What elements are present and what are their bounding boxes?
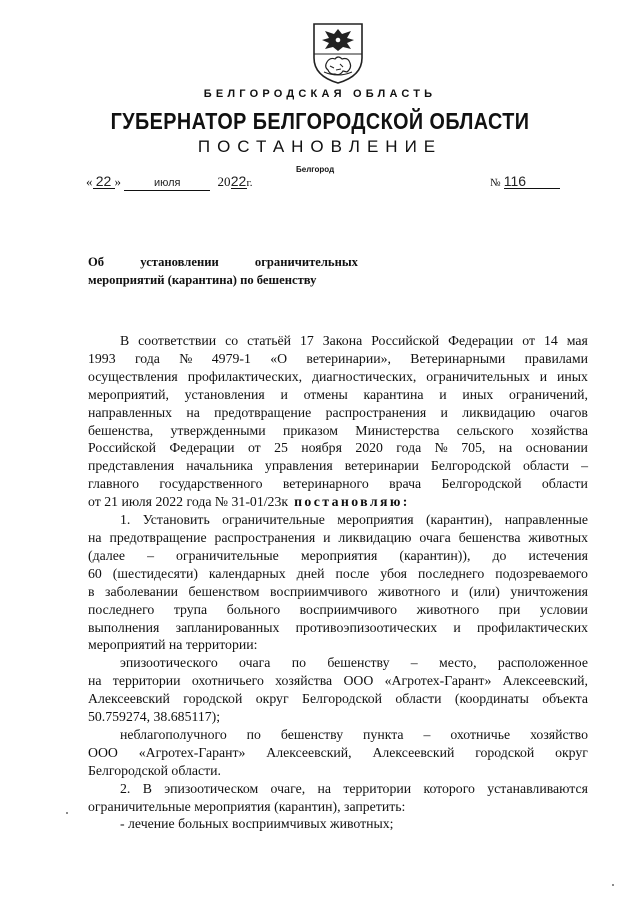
body-word: врача <box>389 476 422 492</box>
body-line <box>88 654 588 672</box>
date-day: 22 <box>93 174 115 189</box>
body-word: 17 <box>300 333 314 348</box>
body-word: и <box>451 583 459 599</box>
body-word: Белгородской <box>302 691 382 707</box>
body-word: направленных <box>88 404 173 420</box>
body-line <box>88 368 588 386</box>
body-word: Федерации <box>448 333 514 348</box>
body-word: главного <box>88 476 139 492</box>
body-word: (карантин)), <box>399 547 471 563</box>
body-word: на <box>88 673 102 689</box>
body-word: правилами <box>524 350 588 366</box>
body-line-resolve <box>88 493 588 511</box>
body-word: установления <box>184 386 265 402</box>
scan-speck <box>612 884 614 886</box>
body-word: животного <box>416 601 480 617</box>
body-word: мероприятия <box>300 547 378 563</box>
body-line <box>88 583 588 601</box>
body-word: ветеринарии», <box>306 350 391 366</box>
document-type: ПОСТАНОВЛЕНИЕ <box>197 137 443 156</box>
body-word: области <box>541 476 588 492</box>
body-line <box>88 475 588 493</box>
body-word: предотвращение <box>214 404 312 420</box>
body-word: бешенству <box>327 655 390 671</box>
body-word: «Агротех-Гарант» <box>384 673 492 689</box>
body-word: очагов <box>549 404 588 420</box>
resolve-word: постановляю: <box>294 494 410 510</box>
body-line: Белгородской области. <box>88 762 221 778</box>
body-word: ограничительные <box>176 547 279 563</box>
body-word: на <box>498 440 513 456</box>
body-word: ветеринарного <box>282 476 369 492</box>
body-word: осуществления <box>88 368 178 384</box>
body-word: после <box>335 565 370 581</box>
body-word: при <box>498 601 521 617</box>
body-word: бешенства, <box>88 422 154 438</box>
body-word: охотничье <box>450 726 511 742</box>
body-word: охотничьего <box>191 673 264 689</box>
body-word: № <box>179 350 193 366</box>
body-word: округ <box>255 691 289 707</box>
body-word: со <box>225 333 239 348</box>
body-line <box>88 601 588 619</box>
body-word: животных <box>528 529 588 545</box>
subject-word: ограничительных <box>254 255 358 269</box>
body-word: Федерации <box>169 440 235 456</box>
body-word: Алексеевский, <box>266 744 352 760</box>
date-month: июля <box>124 176 210 191</box>
subject-line-1 <box>88 253 358 271</box>
body-word: хозяйства <box>275 673 333 689</box>
body-line <box>88 529 588 547</box>
body-word: восприимчивого <box>299 601 398 617</box>
body-word: управления <box>264 458 333 474</box>
body-word: распространения <box>214 529 316 545</box>
body-word: мероприятия <box>337 512 414 528</box>
body-word: Российской <box>88 440 156 456</box>
body-word: трупа <box>173 601 208 617</box>
body-word: В <box>142 780 152 796</box>
body-word: основании <box>525 440 588 456</box>
body-word: бешенством <box>188 583 260 599</box>
scan-speck <box>66 812 68 814</box>
body-word: ограничительные <box>222 512 325 528</box>
body-word: «О <box>270 350 288 366</box>
body-word: статьёй <box>247 333 292 348</box>
body-word: которого <box>423 780 475 796</box>
body-word: 2020 <box>355 440 383 456</box>
date-year-mark: г. <box>246 177 253 189</box>
body-word: и <box>439 386 447 402</box>
body-word: профилактических <box>477 619 588 635</box>
body-word: Закона <box>322 333 363 348</box>
date-close-quote: » <box>114 174 121 189</box>
body-word: подозреваемого <box>495 565 588 581</box>
body-word: выполнения <box>88 619 160 635</box>
body-word: распространения <box>325 404 427 420</box>
body-word: Алексеевский <box>88 691 170 707</box>
body-word: начальника <box>186 458 253 474</box>
body-word: (карантин), <box>425 512 493 528</box>
body-word: эпизоотическом <box>164 780 259 796</box>
body-word: отмены <box>303 386 348 402</box>
body-word: профилактических, <box>187 368 303 384</box>
body-word: карантина <box>363 386 424 402</box>
body-word: мероприятий, <box>88 386 169 402</box>
body-word: и <box>440 404 448 420</box>
body-word: условии <box>539 601 588 617</box>
body-word: до <box>492 547 507 563</box>
body-word: бешенства <box>458 529 521 545</box>
body-word: на <box>88 529 102 545</box>
body-line <box>88 690 588 708</box>
subject-word: установлении <box>140 255 219 269</box>
body-word: хозяйство <box>530 726 588 742</box>
body-word: ликвидацию <box>462 404 536 420</box>
body-word: 2. <box>120 780 131 796</box>
body-word: ноября <box>301 440 342 456</box>
body-word: ООО <box>343 673 374 689</box>
body-line <box>88 726 588 744</box>
city-name: Белгород <box>296 165 335 174</box>
body-word: объекта <box>542 691 588 707</box>
body-word: расположенное <box>497 655 588 671</box>
body-word: очаге, <box>270 780 306 796</box>
decree-number: 116 <box>504 174 560 189</box>
body-word: Установить <box>142 512 210 528</box>
body-word: 60 <box>88 565 102 581</box>
body-word: мая <box>566 333 588 348</box>
body-word: года <box>396 440 422 456</box>
body-word: (шестидесяти) <box>112 565 198 581</box>
subject-block <box>88 253 358 289</box>
date-year-suffix: 22 <box>230 173 247 189</box>
body-word: Алексеевский <box>372 744 455 760</box>
number-label: № <box>490 177 501 189</box>
body-line <box>88 386 588 404</box>
body-word: устанавливаются <box>487 780 588 796</box>
body-word: 1993 <box>88 350 116 366</box>
body-word: – <box>410 655 418 671</box>
body-line <box>88 422 588 440</box>
body-word: приказом <box>282 422 338 438</box>
body-word: последнего <box>417 565 485 581</box>
body-word: иных <box>462 386 494 402</box>
body-word: соответствии <box>138 333 217 348</box>
body-word: (координаты <box>454 691 529 707</box>
body-word: и <box>323 529 331 545</box>
body-word: – <box>581 458 588 474</box>
body-word: утвержденными <box>170 422 266 438</box>
body-line: мероприятий на территории: <box>88 637 258 653</box>
body-word: (или) <box>468 583 500 599</box>
body-word: Белгородской <box>441 476 522 492</box>
decree-number-field <box>490 174 560 190</box>
body-line <box>88 547 588 565</box>
body-line <box>88 565 588 583</box>
document-body <box>88 332 588 833</box>
body-word: запланированных <box>175 619 280 635</box>
body-word: ветеринарии <box>344 458 419 474</box>
date-year-prefix: 20 <box>217 174 231 189</box>
body-word: – <box>147 547 154 563</box>
body-word: хозяйства <box>530 422 588 438</box>
coat-of-arms-emblem <box>310 20 366 86</box>
body-word: и <box>280 386 288 402</box>
subject-line-2: мероприятий (карантина) по бешенству <box>88 273 317 287</box>
body-word: дней <box>296 565 325 581</box>
body-word: последнего <box>88 601 155 617</box>
body-line <box>88 439 588 457</box>
body-word: по <box>291 655 307 671</box>
body-word: городской <box>475 744 535 760</box>
body-word: территории <box>112 673 181 689</box>
body-word: Ветеринарными <box>410 350 506 366</box>
body-word: В <box>120 333 130 348</box>
body-word: от <box>247 440 261 456</box>
date-field <box>86 174 253 191</box>
body-line: - лечение больных восприимчивых животных; <box>120 816 394 832</box>
body-word: уничтожения <box>510 583 588 599</box>
body-word: «Агротех-Гарант» <box>138 744 246 760</box>
body-word: неблагополучного <box>120 726 227 742</box>
body-word: 14 <box>544 333 558 348</box>
body-word: предотвращение <box>109 529 207 545</box>
body-word: иных <box>557 368 588 384</box>
body-word: представления <box>88 458 175 474</box>
body-word: заболевании <box>105 583 178 599</box>
date-open-quote: « <box>86 174 93 189</box>
body-word: сельского <box>456 422 514 438</box>
body-word: государственного <box>159 476 263 492</box>
body-word: по <box>246 726 261 742</box>
body-word: на <box>186 404 200 420</box>
body-word: календарных <box>208 565 286 581</box>
body-word: очага <box>419 529 451 545</box>
subject-word: Об <box>88 255 105 269</box>
body-word: противоэпизоотических <box>295 619 438 635</box>
body-word: (далее <box>88 547 125 563</box>
body-word: на <box>317 780 332 796</box>
authority-title: ГУБЕРНАТОР БЕЛГОРОДСКОЙ ОБЛАСТИ <box>110 108 530 134</box>
body-word: территории <box>343 780 412 796</box>
body-line <box>88 744 588 762</box>
body-line <box>88 404 588 422</box>
body-word: направленные <box>504 512 588 528</box>
body-word: ликвидацию <box>338 529 412 545</box>
body-word: Российской <box>371 333 440 348</box>
body-line: ограничительные мероприятия (карантин), запретить: <box>88 798 406 814</box>
body-word: ограничительных <box>426 368 530 384</box>
body-word: 25 <box>274 440 288 456</box>
body-word: в <box>88 583 95 599</box>
body-word: – <box>423 726 431 742</box>
body-word: диагностических, <box>312 368 417 384</box>
body-word: области <box>522 458 570 474</box>
body-line: 50.759274, 38.685117); <box>88 709 221 725</box>
body-word: городской <box>183 691 243 707</box>
body-word: больного <box>226 601 281 617</box>
body-word: округ <box>555 744 588 760</box>
body-word: области <box>395 691 442 707</box>
body-word: животного <box>377 583 441 599</box>
body-line <box>88 672 588 690</box>
body-word: ООО <box>88 744 118 760</box>
body-word: 4979-1 <box>211 350 251 366</box>
body-word: истечения <box>528 547 588 563</box>
body-word: Белгородской <box>430 458 511 474</box>
body-line <box>88 350 588 368</box>
body-word: бешенству <box>280 726 344 742</box>
body-word: восприимчивого <box>270 583 368 599</box>
body-line <box>88 511 588 529</box>
body-word: пункта <box>363 726 404 742</box>
body-word: и <box>539 368 548 384</box>
body-word: Министерства <box>355 422 440 438</box>
body-word: года <box>134 350 160 366</box>
body-word: очага <box>239 655 271 671</box>
body-line <box>88 332 588 350</box>
body-word: от <box>522 333 536 348</box>
body-word: Алексеевский, <box>502 673 588 689</box>
region-name: БЕЛГОРОДСКАЯ ОБЛАСТЬ <box>203 88 437 100</box>
body-word: 705, <box>461 440 486 456</box>
body-line <box>88 619 588 637</box>
body-line: от 21 июля 2022 года № 31-01/23к <box>88 494 289 510</box>
body-word: место, <box>439 655 477 671</box>
body-word: эпизоотического <box>120 655 218 671</box>
body-word: 1. <box>120 512 131 528</box>
body-line <box>88 780 588 798</box>
body-word: и <box>453 619 461 635</box>
body-line <box>88 457 588 475</box>
body-word: ограничений, <box>508 386 588 402</box>
body-word: № <box>434 440 448 456</box>
body-word: убоя <box>380 565 407 581</box>
